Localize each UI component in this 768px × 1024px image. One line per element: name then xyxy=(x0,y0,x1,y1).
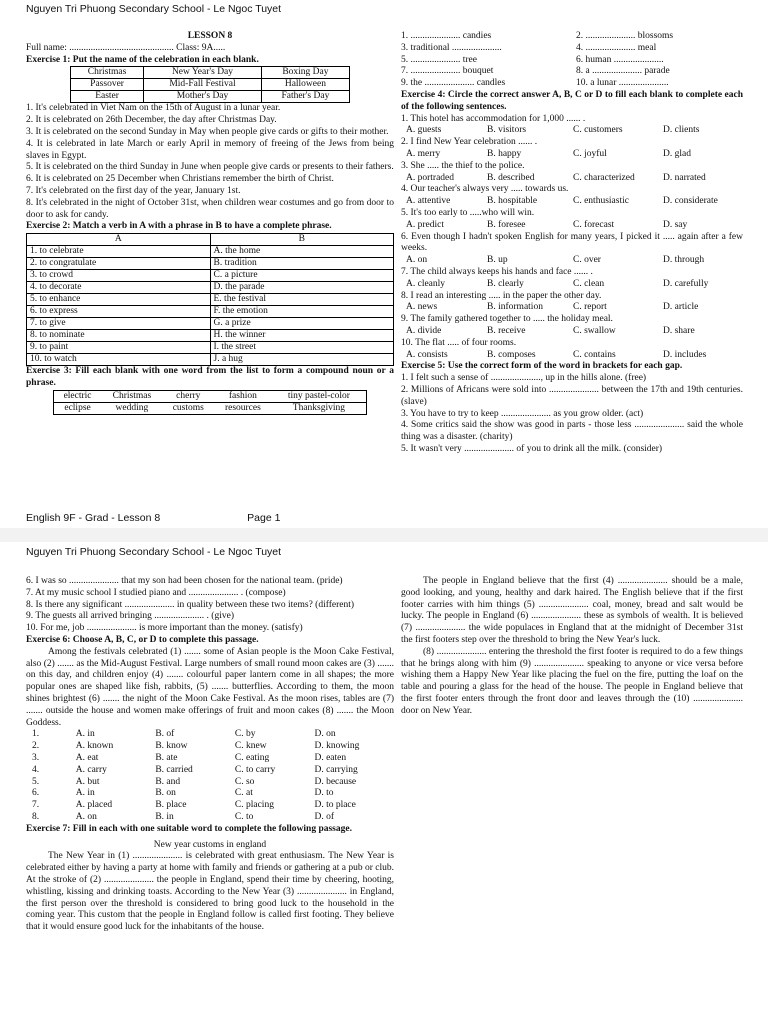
ex6-title: Exercise 6: Choose A, B, C, or D to complete this passage. xyxy=(26,634,259,645)
ex2-table xyxy=(26,233,394,366)
ex2-cell: I. the street xyxy=(210,342,394,354)
ex6-option-row xyxy=(26,765,394,777)
ex6-option: C. placing xyxy=(234,800,274,811)
ex4-options xyxy=(401,196,743,208)
footer-page: Page 1 xyxy=(247,512,281,524)
ex6-option: D. on xyxy=(314,729,336,740)
ex2-cell: D. the parade xyxy=(210,282,394,294)
ex1-item: 3. It is celebrated on the second Sunday in May when people give cards or gifts to their mother. xyxy=(26,126,389,137)
ex6-option: B. in xyxy=(155,811,174,822)
ex1-table-cell: New Year's Day xyxy=(144,67,262,79)
ex4-options xyxy=(401,125,743,137)
ex6-option: D. because xyxy=(314,776,357,787)
ex3-word-row xyxy=(54,402,367,414)
ex2-row xyxy=(27,246,394,258)
ex6-option-row xyxy=(26,729,394,741)
footer-course: English 9F - Grad - Lesson 8 xyxy=(26,512,161,524)
ex3-item: 4. ..................... meal xyxy=(576,42,657,53)
ex4-option: D. glad xyxy=(663,148,691,159)
ex6-option: D. knowing xyxy=(314,741,360,752)
ex4-option: C. over xyxy=(573,255,601,266)
ex4-question: 4. Our teacher's always very ..... towards us. xyxy=(401,184,569,195)
ex3-item: 10. a lunar ..................... xyxy=(576,78,669,89)
ex1-table-cell: Mother's Day xyxy=(144,91,262,103)
ex1-table-row xyxy=(71,79,350,91)
ex2-cell: 9. to paint xyxy=(27,342,211,354)
ex3-word: electric xyxy=(54,390,102,402)
ex6-option: B. ate xyxy=(155,752,178,763)
ex4-options xyxy=(401,279,743,291)
ex3-word: tiny pastel-color xyxy=(272,390,367,402)
ex4-option: A. on xyxy=(406,255,428,266)
ex6-option: A. carry xyxy=(75,764,107,775)
ex3-item-pair xyxy=(401,31,743,43)
ex4-option: D. includes xyxy=(663,349,707,360)
ex4-question: 3. She ..... the thief to the police. xyxy=(401,160,525,171)
ex2-cell: 1. to celebrate xyxy=(27,246,211,258)
ex5-items xyxy=(401,373,743,456)
ex5-items-continued xyxy=(26,576,394,635)
ex2-row xyxy=(27,258,394,270)
ex5-item: 2. Millions of Africans were sold into ..................... between the 17th and 19th centuries. (slave) xyxy=(401,384,743,407)
ex4-option: A. consists xyxy=(406,349,448,360)
ex6-option: B. know xyxy=(155,741,188,752)
ex4-option: D. considerate xyxy=(663,196,718,207)
ex7-subtitle: New year customs in england xyxy=(153,839,267,850)
ex2-row xyxy=(27,306,394,318)
ex3-word: Christmas xyxy=(101,390,163,402)
ex4-option: C. contains xyxy=(573,349,616,360)
ex4-option: C. forecast xyxy=(573,219,615,230)
ex3-word: Thanksgiving xyxy=(272,402,367,414)
ex3-word: customs xyxy=(163,402,214,414)
ex4-option: C. enthusiastic xyxy=(573,196,629,207)
ex3-item: 2. ..................... blossoms xyxy=(576,31,674,41)
ex6-option: 4. xyxy=(32,764,40,775)
ex3-item: 1. ..................... candies xyxy=(401,31,492,41)
ex6-option: C. eating xyxy=(234,752,270,763)
ex1-table-cell: Father's Day xyxy=(261,91,349,103)
ex4-option: A. attentive xyxy=(406,196,451,207)
ex6-option-row xyxy=(26,788,394,800)
page-2 xyxy=(0,542,768,1024)
ex4-option: D. article xyxy=(663,302,699,313)
ex4-option: A. portraded xyxy=(406,172,455,183)
ex2-cell: A. the home xyxy=(210,246,394,258)
ex2-cell: E. the festival xyxy=(210,294,394,306)
ex6-option-row xyxy=(26,777,394,789)
ex1-item: 2. It is celebrated on 26th December, the day after Christmas Day. xyxy=(26,115,277,126)
ex4-options xyxy=(401,302,743,314)
ex6-option: B. place xyxy=(155,800,187,811)
ex6-option: 5. xyxy=(32,776,40,787)
ex1-title: Exercise 1: Put the name of the celebration in each blank. xyxy=(26,54,259,65)
ex4-option: B. visitors xyxy=(487,125,527,136)
ex2-header-cell: B xyxy=(210,234,394,246)
ex4-option: A. cleanly xyxy=(406,278,446,289)
ex4-option: A. divide xyxy=(406,325,442,336)
left-column xyxy=(26,31,394,415)
ex6-options xyxy=(26,729,394,823)
ex6-option: D. to xyxy=(314,788,334,799)
ex4-option: C. characterized xyxy=(573,172,635,183)
ex6-option: B. on xyxy=(155,788,176,799)
ex4-option: A. predict xyxy=(406,219,444,230)
ex4-option: C. joyful xyxy=(573,148,607,159)
ex6-option: D. eaten xyxy=(314,752,347,763)
ex1-item: 6. It is celebrated on 25 December when Christians remember the birth of Christ. xyxy=(26,174,334,185)
ex4-title: Exercise 4: Circle the correct answer A, B, C or D to fill each blank to complete each of the following sentences. xyxy=(401,89,743,112)
ex4-question: 6. Even though I hadn't spoken English for many years, I picked it ..... again after a few weeks. xyxy=(401,231,743,254)
ex4-option: D. carefully xyxy=(663,278,709,289)
ex2-cell: 8. to nominate xyxy=(27,330,211,342)
ex2-cell: 7. to give xyxy=(27,318,211,330)
ex2-title: Exercise 2: Match a verb in A with a phrase in B to have a complete phrase. xyxy=(26,221,332,232)
ex6-option: B. and xyxy=(155,776,181,787)
ex2-row xyxy=(27,318,394,330)
ex3-word: wedding xyxy=(101,402,163,414)
ex4-options xyxy=(401,255,743,267)
page-header: Nguyen Tri Phuong Secondary School - Le Ngoc Tuyet xyxy=(26,3,282,15)
ex2-row xyxy=(27,282,394,294)
ex7-paragraph-3: (8) ..................... entering the threshold the first footer is required to do a few things that he brings along with him (9) ..................... speaking to anyone or vice versa before wishing them a Happy New Year like placing the fuel on the fire, putting the loaf on the table and pouring a glass for the head of the house. The people in England believe that the first footer enters through the front door and leaves through the (10) ..................... door on New Year. xyxy=(401,646,743,716)
ex6-option-row xyxy=(26,753,394,765)
ex2-cell: 5. to enhance xyxy=(27,294,211,306)
ex1-table-cell: Mid-Fall Festival xyxy=(144,79,262,91)
ex2-header-row xyxy=(27,234,394,246)
ex6-option: 2. xyxy=(32,741,40,752)
ex4-option: B. hospitable xyxy=(487,196,538,207)
ex1-item: 1. It's celebrated in Viet Nam on the 15th of August in a lunar year. xyxy=(26,103,281,114)
ex6-option: A. but xyxy=(75,776,100,787)
ex4-option: D. share xyxy=(663,325,695,336)
ex3-item: 9. the ..................... candles xyxy=(401,78,506,89)
ex6-option: C. to carry xyxy=(234,764,276,775)
ex4-option: B. happy xyxy=(487,148,522,159)
ex5-item: 4. Some critics said the show was good in parts - those less ..................... said the whole thing was a disaster. (charity) xyxy=(401,420,743,443)
ex3-item-pair xyxy=(401,66,743,78)
ex4-options xyxy=(401,149,743,161)
ex3-word: fashion xyxy=(214,390,272,402)
ex4-question: 2. I find New Year celebration ...... . xyxy=(401,137,538,148)
ex3-title: Exercise 3: Fill each blank with one word from the list to form a compound noun or a phrase. xyxy=(26,366,394,388)
ex2-header-cell: A xyxy=(27,234,211,246)
ex6-option: A. placed xyxy=(75,800,113,811)
ex4-option: A. guests xyxy=(406,125,442,136)
ex6-option: C. by xyxy=(234,729,256,740)
ex3-word: resources xyxy=(214,402,272,414)
ex1-item: 8. It's celebrated in the night of October 31st, when children wear costumes and go from door to door to ask for candy. xyxy=(26,197,394,220)
ex7-paragraph-2: The people in England believe that the first (4) ..................... should be a male, good looking, and young, healthy and dark haired. The English believe that if the first footer carries with him things (5) ..................... coal, money, bread and salt would be lucky. The people in England (6) ..................... these as symbols of wealth. It is believed (7) ..................... the wide populaces in England that at the midnight of December 31st the first footers step over the threshold to bring the New Year's luck. xyxy=(401,576,743,645)
ex6-option: D. to place xyxy=(314,800,356,811)
ex4-question: 7. The child always keeps his hands and face ...... . xyxy=(401,266,593,277)
ex4-option: B. described xyxy=(487,172,535,183)
ex6-option-row xyxy=(26,812,394,824)
ex4-question: 10. The flat ..... of four rooms. xyxy=(401,337,517,348)
ex6-option: C. so xyxy=(234,776,255,787)
ex2-cell: C. a picture xyxy=(210,270,394,282)
right-column-2 xyxy=(401,576,743,718)
ex7-title: Exercise 7: Fill in each with one suitable word to complete the following passage. xyxy=(26,823,352,834)
ex6-option: B. of xyxy=(155,729,175,740)
ex6-option: A. on xyxy=(75,811,97,822)
right-column xyxy=(401,31,743,456)
ex5-item: 10. For me, job ..................... is more important than the money. (satisfy) xyxy=(26,623,303,634)
ex5-item: 1. I felt such a sense of ....................., up in the hills alone. (free) xyxy=(401,373,647,384)
ex1-table-row xyxy=(71,91,350,103)
ex3-word-list xyxy=(53,390,367,415)
ex4-question: 8. I read an interesting ..... in the paper the other day. xyxy=(401,290,602,301)
left-column-2 xyxy=(26,576,394,934)
ex4-options xyxy=(401,173,743,185)
ex6-option: C. knew xyxy=(234,741,267,752)
ex2-row xyxy=(27,294,394,306)
ex4-option: A. news xyxy=(406,302,438,313)
ex6-option: 8. xyxy=(32,811,40,822)
ex3-word: cherry xyxy=(163,390,214,402)
ex6-option: B. carried xyxy=(155,764,193,775)
ex3-item-pair xyxy=(401,43,743,55)
ex1-table-cell: Halloween xyxy=(261,79,349,91)
ex2-cell: J. a hug xyxy=(210,354,394,366)
ex2-cell: 2. to congratulate xyxy=(27,258,211,270)
ex1-table-cell: Boxing Day xyxy=(261,67,349,79)
ex4-options xyxy=(401,350,743,362)
ex4-options xyxy=(401,220,743,232)
ex4-option: C. swallow xyxy=(573,325,616,336)
ex4-option: B. information xyxy=(487,302,543,313)
ex4-question: 5. It's too early to .....who will win. xyxy=(401,207,535,218)
ex3-item-pair xyxy=(401,78,743,90)
ex4-option: B. composes xyxy=(487,349,536,360)
ex4-option: D. through xyxy=(663,255,705,266)
fullname-line: Full name: ............................................ Class: 9A..... xyxy=(26,42,226,53)
ex4-option: C. customers xyxy=(573,125,623,136)
ex1-item: 5. It is celebrated on the third Sunday in June when people give cards or presents to their fathers. xyxy=(26,162,394,173)
ex1-table-cell: Passover xyxy=(71,79,144,91)
ex4-option: A. merry xyxy=(406,148,441,159)
ex4-option: D. narrated xyxy=(663,172,706,183)
ex4-option: C. report xyxy=(573,302,607,313)
ex6-option: D. of xyxy=(314,811,334,822)
page-footer xyxy=(26,512,364,524)
ex6-option: C. to xyxy=(234,811,254,822)
ex6-option: D. carrying xyxy=(314,764,358,775)
ex6-option: 6. xyxy=(32,788,40,799)
ex4-question: 9. The family gathered together to ..... the holiday meal. xyxy=(401,314,613,325)
ex6-option: 1. xyxy=(32,729,40,740)
ex4-options xyxy=(401,326,743,338)
ex2-row xyxy=(27,354,394,366)
ex2-row xyxy=(27,330,394,342)
ex4-option: B. foresee xyxy=(487,219,526,230)
ex4-option: D. say xyxy=(663,219,688,230)
ex6-option: 7. xyxy=(32,800,40,811)
ex2-cell: 6. to express xyxy=(27,306,211,318)
ex1-item: 4. It is celebrated in late March or early April in memory of freeing of the Jews from being slaves in Egypt. xyxy=(26,138,394,161)
ex6-option: A. eat xyxy=(75,752,99,763)
ex5-item: 5. It wasn't very ..................... of you to drink all the milk. (consider) xyxy=(401,443,663,454)
ex2-cell: H. the winner xyxy=(210,330,394,342)
ex2-cell: B. tradition xyxy=(210,258,394,270)
ex6-option: A. in xyxy=(75,788,95,799)
ex4-option: B. receive xyxy=(487,325,526,336)
ex5-title: Exercise 5: Use the correct form of the word in brackets for each gap. xyxy=(401,361,683,372)
ex6-option-row xyxy=(26,800,394,812)
ex2-cell: 10. to watch xyxy=(27,354,211,366)
ex3-word-row xyxy=(54,390,367,402)
ex5-item: 6. I was so ..................... that my son had been chosen for the national team. (pride) xyxy=(26,576,343,586)
ex3-item: 5. ..................... tree xyxy=(401,54,477,65)
ex1-table-row xyxy=(71,67,350,79)
ex1-table-cell: Christmas xyxy=(71,67,144,79)
ex3-item: 8. a ..................... parade xyxy=(576,66,670,77)
ex4-option: B. up xyxy=(487,255,508,266)
ex6-option: A. known xyxy=(75,741,114,752)
ex5-item: 7. At my music school I studied piano and ..................... . (compose) xyxy=(26,587,286,598)
ex5-item: 9. The guests all arrived bringing ..................... . (give) xyxy=(26,611,234,622)
ex1-items xyxy=(26,103,394,221)
page-header-2: Nguyen Tri Phuong Secondary School - Le Ngoc Tuyet xyxy=(26,546,282,558)
ex6-option: A. in xyxy=(75,729,95,740)
ex6-passage: Among the festivals celebrated (1) ....... some of Asian people is the Moon Cake Festival, also (2) ....... as the Mid-August Festival. Large numbers of small round moon cakes are (3) ....... on this day, and children enjoy (4) ....... colourful paper lantern come in all shapes; the more popular ones are shaped like fish, rabbits, (5) ....... butterflies. According to them, the moon shines brightest (6) ....... the night of the Moon Cake Festival. As the moon rises, tables are (7) ....... outside the house and women make offerings of fruit and moon cakes (8) ....... the Moon Goddess. xyxy=(26,646,394,728)
ex2-cell: F. the emotion xyxy=(210,306,394,318)
ex7-paragraph-1: The New Year in (1) ..................... is celebrated with great enthusiasm. The New Year is celebrated either by having a party at home with family and friends or gathering at a pub or club. At the stroke of (2) ..................... the people in England, spend their time by cheering, hooting, whistling, kissing and drinking toasts. According to the New Year (3) ..................... in England, the first person over the threshold is considered to bring good luck to the household in the coming year. This custom that the people in England follow is called first footing. They believe that it would ensure good luck for the inhabitants of the house. xyxy=(26,851,394,933)
ex4-option: C. clean xyxy=(573,278,605,289)
ex2-row xyxy=(27,342,394,354)
ex5-item: 8. Is there any significant ..................... in quality between these two items? (different) xyxy=(26,599,355,610)
ex3-word: eclipse xyxy=(54,402,102,414)
ex2-cell: 4. to decorate xyxy=(27,282,211,294)
ex4-question: 1. This hotel has accommodation for 1,000 ...... . xyxy=(401,113,586,124)
ex4-option: B. clearly xyxy=(487,278,524,289)
ex1-table xyxy=(70,66,350,103)
ex2-cell: G. a prize xyxy=(210,318,394,330)
ex6-option: C. at xyxy=(234,788,253,799)
ex3-item: 3. traditional ..................... xyxy=(401,42,502,53)
ex3-items xyxy=(401,31,743,90)
ex1-item: 7. It's celebrated on the first day of the year, January 1st. xyxy=(26,185,241,196)
ex6-option: 3. xyxy=(32,752,40,763)
ex6-option-row xyxy=(26,741,394,753)
ex1-table-cell: Easter xyxy=(71,91,144,103)
ex4-questions xyxy=(401,114,743,362)
ex3-item: 6. human ..................... xyxy=(576,54,664,65)
ex2-row xyxy=(27,270,394,282)
lesson-title: LESSON 8 xyxy=(187,31,233,41)
ex5-item: 3. You have to try to keep ..................... as you grow older. (act) xyxy=(401,408,644,419)
ex3-item: 7. ..................... bouquet xyxy=(401,66,494,77)
ex3-item-pair xyxy=(401,55,743,67)
ex2-cell: 3. to crowd xyxy=(27,270,211,282)
ex4-option: D. clients xyxy=(663,125,700,136)
